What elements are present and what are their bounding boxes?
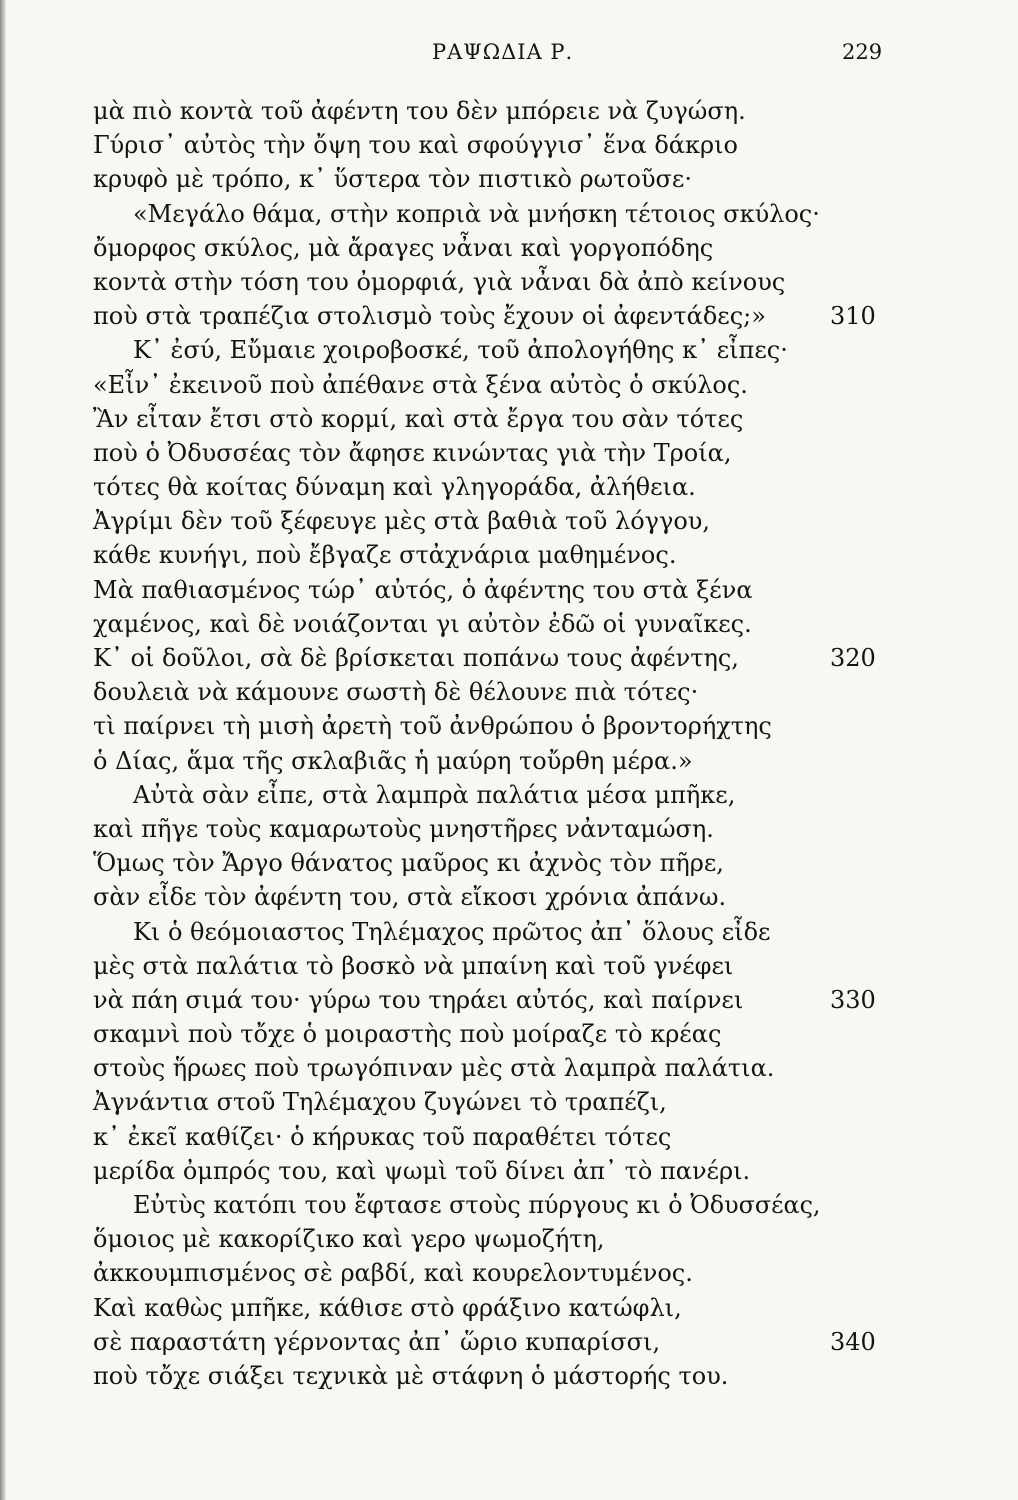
verse-line-text: Ὅμως τὸν Ἄργο θάνατος μαῦρος κι ἀχνὸς τὸν πῆρε,	[93, 849, 724, 878]
verse-line-text: ποὺ στὰ τραπέζια στολισμὸ τοὺς ἔχουν οἱ ἀφεντάδες;»	[93, 302, 766, 331]
verse-line	[0, 949, 1018, 983]
verse-line-text: κάθε κυνήγι, ποὺ ἔβγαζε στἀχνάρια μαθημένος.	[93, 541, 677, 570]
verse-line-text: σὰν εἶδε τὸν ἀφέντη του, στὰ εἴκοσι χρόνια ἀπάνω.	[93, 883, 727, 912]
verse-line-text: κρυφὸ μὲ τρόπο, κ᾽ ὕστερα τὸν πιστικὸ ρωτοῦσε·	[93, 165, 692, 194]
verse-line	[0, 265, 1018, 299]
line-number: 340	[830, 1327, 876, 1356]
verse-line	[0, 744, 1018, 778]
verse-line-text: σκαμνὶ ποὺ τὄχε ὁ μοιραστὴς ποὺ μοίραζε τὸ κρέας	[93, 1020, 722, 1049]
verse-line-text: κ᾽ ἐκεῖ καθίζει· ὁ κήρυκας τοῦ παραθέτει τότες	[93, 1122, 672, 1151]
verse-line	[0, 880, 1018, 914]
verse-line	[0, 1325, 1018, 1359]
verse-line-text: Κι ὁ θεόμοιαστος Τηλέμαχος πρῶτος ἀπ᾽ ὅλους εἶδε	[133, 917, 771, 946]
verse-line	[0, 846, 1018, 880]
verse-line	[0, 812, 1018, 846]
verse-line-text: ἀκκουμπισμένος σὲ ραβδί, καὶ κουρελοντυμένος.	[93, 1259, 693, 1288]
verse-line	[0, 778, 1018, 812]
line-number: 320	[830, 644, 876, 672]
verse-line	[0, 1359, 1018, 1393]
verse-line	[0, 573, 1018, 607]
verse-line-text: κοντὰ στὴν τόση του ὀμορφιά, γιὰ νἆναι δὰ ἀπὸ κείνους	[93, 267, 786, 296]
verse-line-text: Ἀγνάντια στοῦ Τηλέμαχου ζυγώνει τὸ τραπέζι,	[93, 1088, 667, 1117]
verse-line-text: Ἂν εἶταν ἔτσι στὸ κορμί, καὶ στὰ ἔργα του σὰν τότες	[93, 404, 744, 433]
verse-line-text: ὁ Δίας, ἅμα τῆς σκλαβιᾶς ἡ μαύρη τοὔρθη μέρα.»	[93, 746, 693, 775]
verse-line-text: καὶ πῆγε τοὺς καμαρωτοὺς μνηστῆρες νἀνταμώση.	[93, 814, 714, 843]
verse-line-text: τότες θὰ κοίτας δύναμη καὶ γληγοράδα, ἀλήθεια.	[93, 473, 696, 502]
verse-line-text: Καὶ καθὼς μπῆκε, κάθισε στὸ φράξινο κατώφλι,	[93, 1293, 682, 1322]
verse-line	[0, 1051, 1018, 1085]
verse-line-text: μὲς στὰ παλάτια τὸ βοσκὸ νὰ μπαίνη καὶ τοῦ γνέφει	[93, 951, 734, 980]
verse-line-text: «Εἶν᾽ ἐκεινοῦ ποὺ ἀπέθανε στὰ ξένα αὐτὸς ὁ σκύλος.	[93, 370, 748, 399]
verse-line-text: στοὺς ἥρωες ποὺ τρωγόπιναν μὲς στὰ λαμπρὰ παλάτια.	[93, 1054, 775, 1083]
verse-line	[0, 641, 1018, 675]
verse-line	[0, 709, 1018, 743]
verse-line-text: Εὐτὺς κατόπι του ἔφτασε στοὺς πύργους κι ὁ Ὀδυσσέας,	[133, 1191, 821, 1219]
verse-line-text: δουλειὰ νὰ κάμουνε σωστὴ δὲ θέλουνε πιὰ τότες·	[93, 678, 699, 707]
verse-line	[0, 470, 1018, 504]
verse-line	[0, 1120, 1018, 1154]
verse-line-text: ποὺ ὁ Ὀδυσσέας τὸν ἄφησε κινώντας γιὰ τὴν Τροία,	[93, 438, 732, 467]
verse-line	[0, 197, 1018, 231]
verse-line	[0, 983, 1018, 1017]
verse-line	[0, 538, 1018, 572]
verse-line-text: Αὐτὰ σὰν εἶπε, στὰ λαμπρὰ παλάτια μέσα μπῆκε,	[133, 780, 736, 809]
verse-text	[0, 94, 1018, 1393]
verse-line	[0, 299, 1018, 333]
verse-line	[0, 1291, 1018, 1325]
verse-line-text: Μὰ παθιασμένος τώρ᾽ αὐτός, ὁ ἀφέντης του στὰ ξένα	[93, 575, 753, 604]
page-header	[0, 40, 1018, 72]
running-head: ΡΑΨΩΔΙΑ Ρ.	[432, 40, 574, 64]
verse-line	[0, 1188, 1018, 1222]
verse-line-text: Κ᾽ οἱ δοῦλοι, σὰ δὲ βρίσκεται ποπάνω τους ἀφέντης,	[93, 644, 739, 672]
verse-line-text: Γύρισ᾽ αὐτὸς τὴν ὄψη του καὶ σφούγγισ᾽ ἕνα δάκριο	[93, 131, 738, 160]
page-number: 229	[842, 40, 883, 64]
verse-line	[0, 436, 1018, 470]
verse-line-text: ὄμορφος σκύλος, μὰ ἄραγες νἆναι καὶ γοργοπόδης	[93, 233, 714, 262]
verse-line	[0, 504, 1018, 538]
verse-line	[0, 333, 1018, 367]
verse-line	[0, 128, 1018, 162]
verse-line-text: Ἀγρίμι δὲν τοῦ ξέφευγε μὲς στὰ βαθιὰ τοῦ λόγγου,	[93, 507, 710, 536]
verse-line	[0, 162, 1018, 196]
verse-line-text: μὰ πιὸ κοντὰ τοῦ ἀφέντη του δὲν μπόρειε νὰ ζυγώση.	[93, 97, 746, 125]
verse-line	[0, 402, 1018, 436]
verse-line-text: ὅμοιος μὲ κακορίζικο καὶ γερο ψωμοζήτη,	[93, 1225, 605, 1254]
verse-line-text: «Μεγάλο θάμα, στὴν κοπριὰ νὰ μνήσκη τέτοιος σκύλος·	[133, 199, 820, 228]
verse-line	[0, 915, 1018, 949]
verse-line	[0, 94, 1018, 128]
verse-line-text: χαμένος, καὶ δὲ νοιάζονται γι αὐτὸν ἐδῶ οἱ γυναῖκες.	[93, 609, 752, 638]
verse-line	[0, 368, 1018, 402]
verse-line	[0, 1154, 1018, 1188]
verse-line	[0, 1222, 1018, 1256]
verse-line-text: μερίδα ὀμπρός του, καὶ ψωμὶ τοῦ δίνει ἀπ᾽ τὸ πανέρι.	[93, 1156, 751, 1185]
verse-line	[0, 1256, 1018, 1290]
verse-line	[0, 231, 1018, 265]
verse-line	[0, 607, 1018, 641]
verse-line-text: σὲ παραστάτη γέρνοντας ἀπ᾽ ὥριο κυπαρίσσι,	[93, 1327, 661, 1356]
verse-line	[0, 675, 1018, 709]
verse-line-text: νὰ πάη σιμά του· γύρω του τηράει αὐτός, καὶ παίρνει	[93, 985, 744, 1014]
line-number: 310	[830, 302, 876, 331]
verse-line-text: ποὺ τὄχε σιάξει τεχνικὰ μὲ στάφνη ὁ μάστορής του.	[93, 1361, 729, 1390]
verse-line	[0, 1085, 1018, 1119]
verse-line	[0, 1017, 1018, 1051]
verse-line-text: τὶ παίρνει τὴ μισὴ ἀρετὴ τοῦ ἀνθρώπου ὁ βροντορήχτης	[93, 712, 772, 741]
line-number: 330	[830, 985, 876, 1014]
verse-line-text: Κ᾽ ἐσύ, Εὔμαιε χοιροβοσκέ, τοῦ ἀπολογήθης κ᾽ εἶπες·	[133, 336, 788, 365]
